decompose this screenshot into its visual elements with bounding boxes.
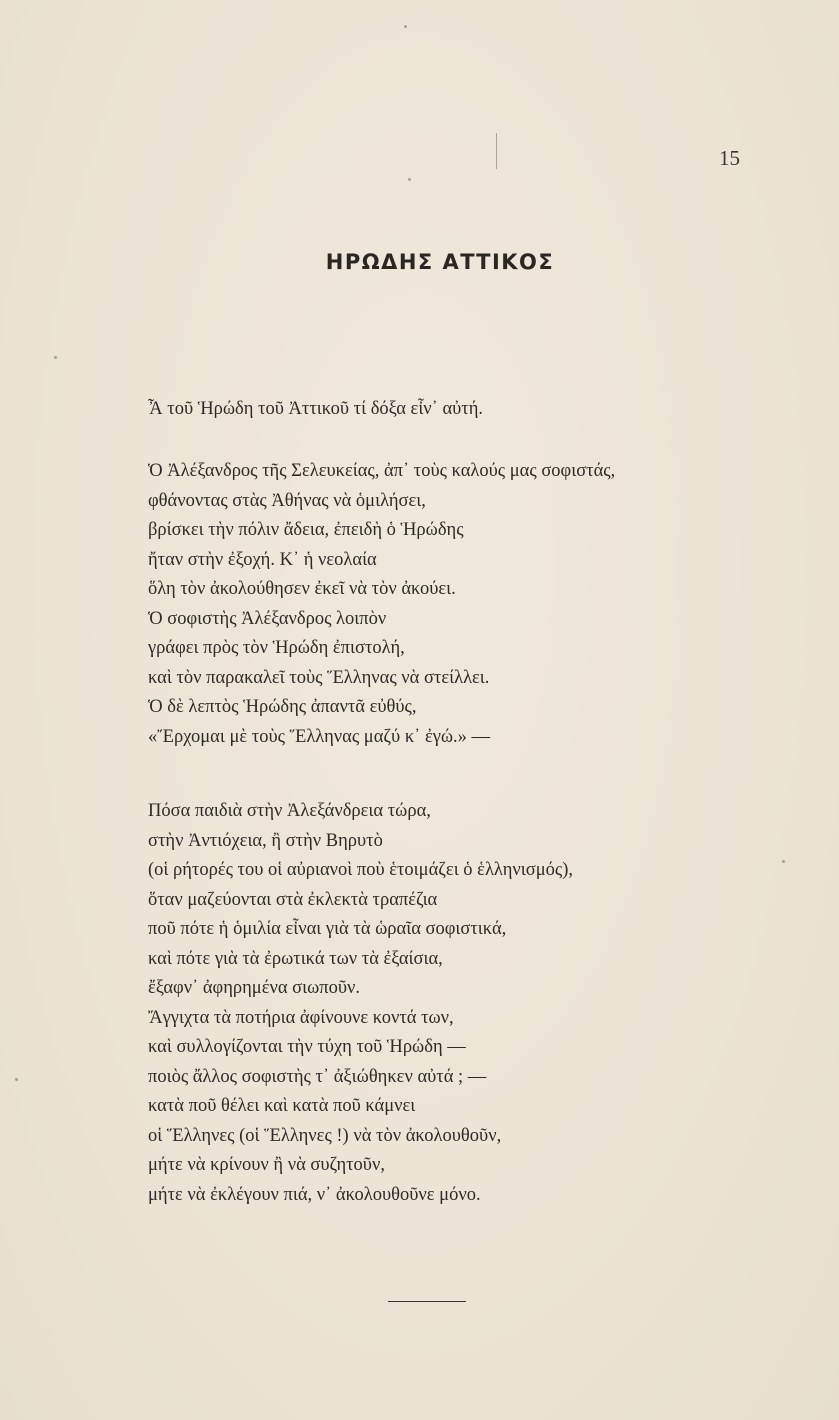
verse-line: ἤταν στὴν ἐξοχή. Κ᾽ ἡ νεολαία (148, 549, 377, 570)
verse-line: στὴν Ἀντιόχεια, ἢ στὴν Βηρυτὸ (148, 830, 383, 851)
verse-line: ἔξαφν᾽ ἀφηρημένα σιωποῦν. (148, 978, 361, 998)
verse-line: Ὁ δὲ λεπτὸς Ἡρώδης ἀπαντᾶ εὐθύς, (148, 697, 417, 717)
verse-line: καὶ τὸν παρακαλεῖ τοὺς Ἕλληνας νὰ στείλλει. (148, 667, 490, 688)
verse-line: γράφει πρὸς τὸν Ἡρώδη ἐπιστολή, (148, 638, 405, 658)
verse-line: ποιὸς ἄλλος σοφιστὴς τ᾽ ἀξιώθηκεν αὐτά ; — (148, 1066, 487, 1087)
verse-line: Ὁ Ἀλέξανδρος τῆς Σελευκείας, ἀπ᾽ τοὺς καλούς μας σοφιστάς, (148, 461, 616, 481)
paper-speck (54, 356, 57, 359)
poem-epigraph (148, 395, 483, 425)
verse-line: Πόσα παιδιὰ στὴν Ἀλεξάνδρεια τώρα, (148, 801, 431, 821)
paper-speck (404, 25, 407, 28)
verse-line: κατὰ ποῦ θέλει καὶ κατὰ ποῦ κάμνει (148, 1096, 416, 1116)
verse-line: καὶ πότε γιὰ τὰ ἐρωτικά των τὰ ἐξαίσια, (148, 948, 443, 969)
paper-mark (496, 133, 497, 169)
verse-line: (οἱ ρήτορές του οἱ αὐριανοὶ ποὺ ἑτοιμάζει ὁ ἑλληνισμός), (148, 860, 573, 880)
verse-line: μήτε νὰ κρίνουν ἢ νὰ συζητοῦν, (148, 1155, 385, 1175)
verse-line: βρίσκει τὴν πόλιν ἄδεια, ἐπειδὴ ὁ Ἡρώδης (148, 520, 464, 540)
verse-line: Ἄγγιχτα τὰ ποτήρια ἀφίνουνε κοντά των, (148, 1007, 454, 1028)
paper-speck (782, 860, 785, 863)
poem-stanza-one (148, 457, 615, 752)
poem-stanza-two (148, 797, 573, 1210)
poem-title: ΗΡΩΔΗΣ ΑΤΤΙΚΟΣ (325, 250, 555, 274)
verse-line: μήτε νὰ ἐκλέγουν πιά, ν᾽ ἀκολουθοῦνε μόνο. (148, 1184, 481, 1205)
verse-line: οἱ Ἕλληνες (οἱ Ἕλληνες !) νὰ τὸν ἀκολουθοῦν, (148, 1125, 502, 1146)
verse-line: «Ἔρχομαι μὲ τοὺς Ἕλληνας μαζύ κ᾽ ἐγώ.» — (148, 726, 491, 747)
verse-line: Ὁ σοφιστὴς Ἀλέξανδρος λοιπὸν (148, 608, 387, 629)
end-divider (388, 1301, 466, 1302)
paper-speck (408, 178, 411, 181)
verse-line: ποῦ πότε ἡ ὁμιλία εἶναι γιὰ τὰ ὡραῖα σοφιστικά, (148, 919, 507, 939)
paper-speck (15, 1078, 18, 1081)
verse-line: φθάνοντας στὰς Ἀθήνας νὰ ὁμιλήσει, (148, 490, 426, 511)
verse-line: ὅταν μαζεύονται στὰ ἐκλεκτὰ τραπέζια (148, 889, 438, 910)
verse-line: Ἆ τοῦ Ἡρώδη τοῦ Ἀττικοῦ τί δόξα εἶν᾽ αὐτή. (148, 399, 484, 419)
verse-line: καὶ συλλογίζονται τὴν τύχη τοῦ Ἡρώδη — (148, 1037, 466, 1057)
page-number: 15 (719, 146, 740, 170)
verse-line: ὅλη τὸν ἀκολούθησεν ἐκεῖ νὰ τὸν ἀκούει. (148, 579, 456, 599)
